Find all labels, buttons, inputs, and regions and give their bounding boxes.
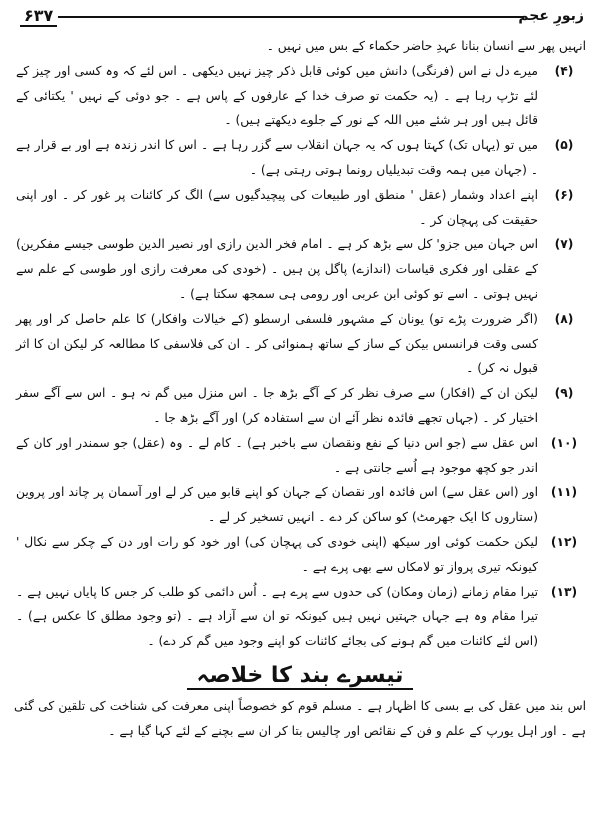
item-number: (۱۱) [550, 485, 578, 500]
section-title [10, 660, 590, 692]
item-text: میرے دل نے اس (فرنگی) دانش میں کوئی قابل ذکر چیز نہیں دیکھی ۔ اس لئے کہ وہ کسی اور چیز کے لئے تڑپ رہا ہے ۔ (یہ حکمت تو صرف خدا کے عارفوں کے پاس ہے ۔ جو دوئی کے نہیں ' یکتائی کے قائل ہیں اور ہر شئے میں اللہ کے نور کے جلوے دیکھتے ہیں) ۔ [16, 63, 538, 128]
item-text: اپنے اعداد وشمار (عقل ' منطق اور طبیعات کی پیچیدگیوں سے) الگ کر کائنات پر غور کر ۔ اور اپنی حقیقت کی پہچان کر ۔ [16, 187, 538, 227]
item-number: (۵) [554, 138, 574, 153]
item-text: تیرا مقام زمانے (زمان ومکان) کی حدوں سے پرے ہے ۔ اُس دائمی کو طلب کر جس کا پایاں نہیں ہے ۔ تیرا مقام وہ ہے جہاں جہتیں نہیں ہیں کیونکہ تو ان سے آزاد ہے ۔ (تو وجود مطلق کا عکس ہے) ۔ (اس لئے کائنات میں گم ہونے کی بجائے کائنات کو اپنے وجود میں گم کر دے) ۔ [16, 584, 538, 649]
item-text: لیکن ان کے (افکار) سے صرف نظر کر کے آگے بڑھ جا ۔ اس منزل میں گم نہ ہو ۔ اس سے آگے سفر اختیار کر ۔ (جہاں تجھے فائدہ نظر آئے ان سے استفادہ کر) اور آگے بڑھ جا ۔ [16, 386, 538, 425]
list-item [10, 431, 590, 481]
item-number: (۱۲) [550, 534, 578, 549]
item-number: (۶) [554, 187, 574, 202]
list-item [10, 232, 590, 306]
list-item [10, 480, 590, 530]
page-body [10, 34, 590, 744]
list-item [10, 133, 590, 183]
summary-paragraph: اس بند میں عقل کی بے بسی کا اظہار ہے ۔ مسلم قوم کو خصوصاً اپنی معرفت کی شناخت کی تلقین کی گئی ہے ۔ اور اہل یورپ کے علم و فن کے نقائص اور چالیس بتا کر ان سے بچنے کے لئے کہا گیا ہے ۔ [14, 698, 586, 738]
list-item [10, 530, 590, 580]
item-text: اس عقل سے (جو اس دنیا کے نفع ونقصان سے باخبر ہے) ۔ کام لے ۔ وہ (عقل) جو سمندر اور کان کے اندر جو کچھ موجود ہے اُسے جانتی ہے ۔ [16, 435, 538, 475]
item-number: (۸) [554, 311, 574, 326]
item-number: (۷) [554, 237, 574, 252]
page-number: ۶۳۷ [20, 6, 57, 27]
item-number: (۹) [554, 386, 574, 401]
item-text: (اگر ضرورت پڑے تو) یونان کے مشہور فلسفی ارسطو (کے خیالات وافکار) کا علم حاصل کر اور پھر کسی وقت فرانسس بیکن کے ساز کے ساتھ ہمنوائی کر ۔ ان کی فلاسفی کا مطالعہ کر لیکن ان کا اثر قبول نہ کر) ۔ [16, 311, 538, 376]
list-item [10, 381, 590, 431]
item-text: اس جہان میں جزو' کل سے بڑھ کر ہے ۔ امام فخر الدین رازی اور نصیر الدین طوسی جیسے مفکرین) کے عقلی اور فکری قیاسات (اندازے) پاگل پن ہیں ۔ (خودی کی معرفت رازی اور طوسی کے علم سے نہیں ہوتی ۔ اسے تو کوئی ابن عربی اور رومی ہی سمجھ سکتا ہے) ۔ [16, 237, 538, 301]
item-number: (۱۰) [550, 435, 578, 450]
item-number: (۴) [554, 63, 574, 78]
list-item [10, 183, 590, 233]
page-header [10, 6, 590, 32]
list-item [10, 580, 590, 654]
list-item [10, 59, 590, 133]
list-item [10, 307, 590, 381]
book-title: زبورِ عجم [518, 8, 584, 24]
section-title-text: تیسرے بند کا خلاصہ [187, 663, 414, 690]
header-rule [58, 16, 524, 18]
item-text: میں تو (یہاں تک) کہتا ہوں کہ یہ جہان انقلاب سے گزر رہا ہے ۔ اس کا اندر زندہ ہے اور بے قرار ہے ۔ (جہان میں ہمہ وقت تبدیلیاں رونما ہوتی رہتی ہے) ۔ [16, 138, 538, 177]
item-number: (۱۳) [550, 584, 578, 599]
intro-line: انہیں پھر سے انسان بنانا عہدِ حاضر حکماء کے بس میں نہیں ۔ [266, 39, 586, 53]
item-text: اور (اس عقل سے) اس فائدہ اور نقصان کے جہان کو اپنے قابو میں کر لے اور آسمان پر چاند اور پروین (ستاروں کا ایک جھرمٹ) کو ساکن کر دے ۔ انہیں تسخیر کر لے ۔ [16, 485, 538, 525]
item-text: لیکن حکمت کوئی اور سیکھ (اپنی خودی کی پہچان کی) اور خود کو رات اور دن کے چکر سے نکال ' کیونکہ تیری پرواز تو لامکاں سے بھی پرے ہے ۔ [16, 534, 538, 574]
